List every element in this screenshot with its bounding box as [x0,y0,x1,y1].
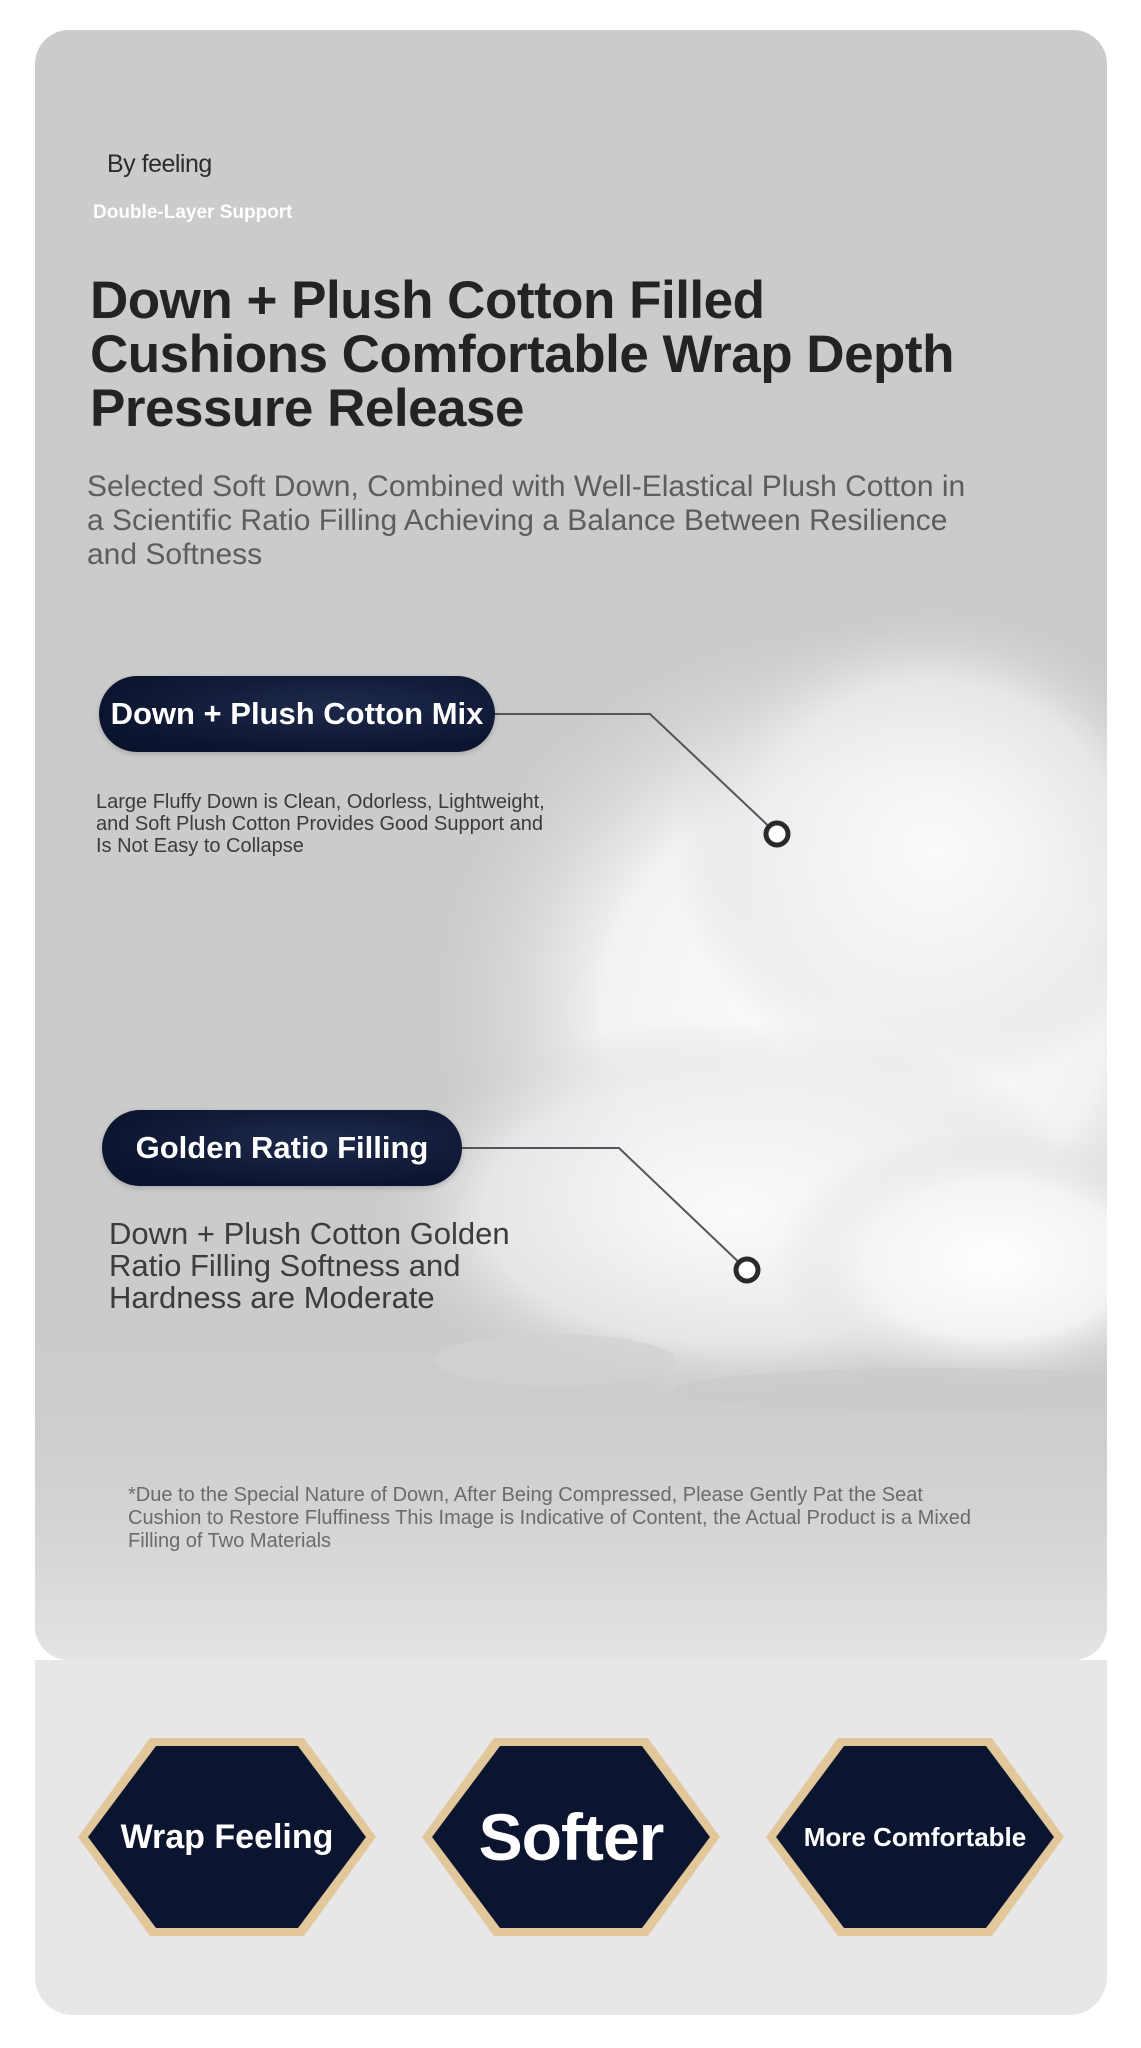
feature-pill-mix [99,676,495,752]
badge-label: More Comfortable [803,1821,1027,1852]
feature-pill-label: Golden Ratio Filling [135,1130,429,1165]
feature-pill-label: Down + Plush Cotton Mix [110,696,484,731]
product-hero-panel [35,30,1107,1660]
brand-logo-text: By feeling [107,150,212,178]
badge-wrap-feeling [72,1732,382,1942]
badge-label: Wrap Feeling [120,1817,334,1856]
subtitle: Selected Soft Down, Combined with Well-Elastical Plush Cotton in a Scientific Ratio Filling Achieving a Balance Between Resilience and Softness [87,470,966,571]
disclaimer-note: *Due to the Special Nature of Down, After Being Compressed, Please Gently Pat the Seat Cushion to Restore Fluffiness This Image is Indicative of Content, the Actual Product is a Mixed Filling of Two Materials [128,1484,972,1552]
feature-pill-golden-ratio [102,1110,462,1186]
badge-label: Softer [478,1800,664,1874]
feature-description-mix: Large Fluffy Down is Clean, Odorless, Lightweight, and Soft Plush Cotton Provides Good Support and Is Not Easy to Collapse [96,791,545,857]
tagline: Double-Layer Support [93,202,293,223]
feature-description-golden-ratio: Down + Plush Cotton Golden Ratio Filling Softness and Hardness are Moderate [109,1216,510,1315]
badge-more-comfortable [760,1732,1070,1942]
badge-softer [416,1732,726,1942]
page-title: Down + Plush Cotton Filled Cushions Comfortable Wrap Depth Pressure Release [90,271,954,438]
